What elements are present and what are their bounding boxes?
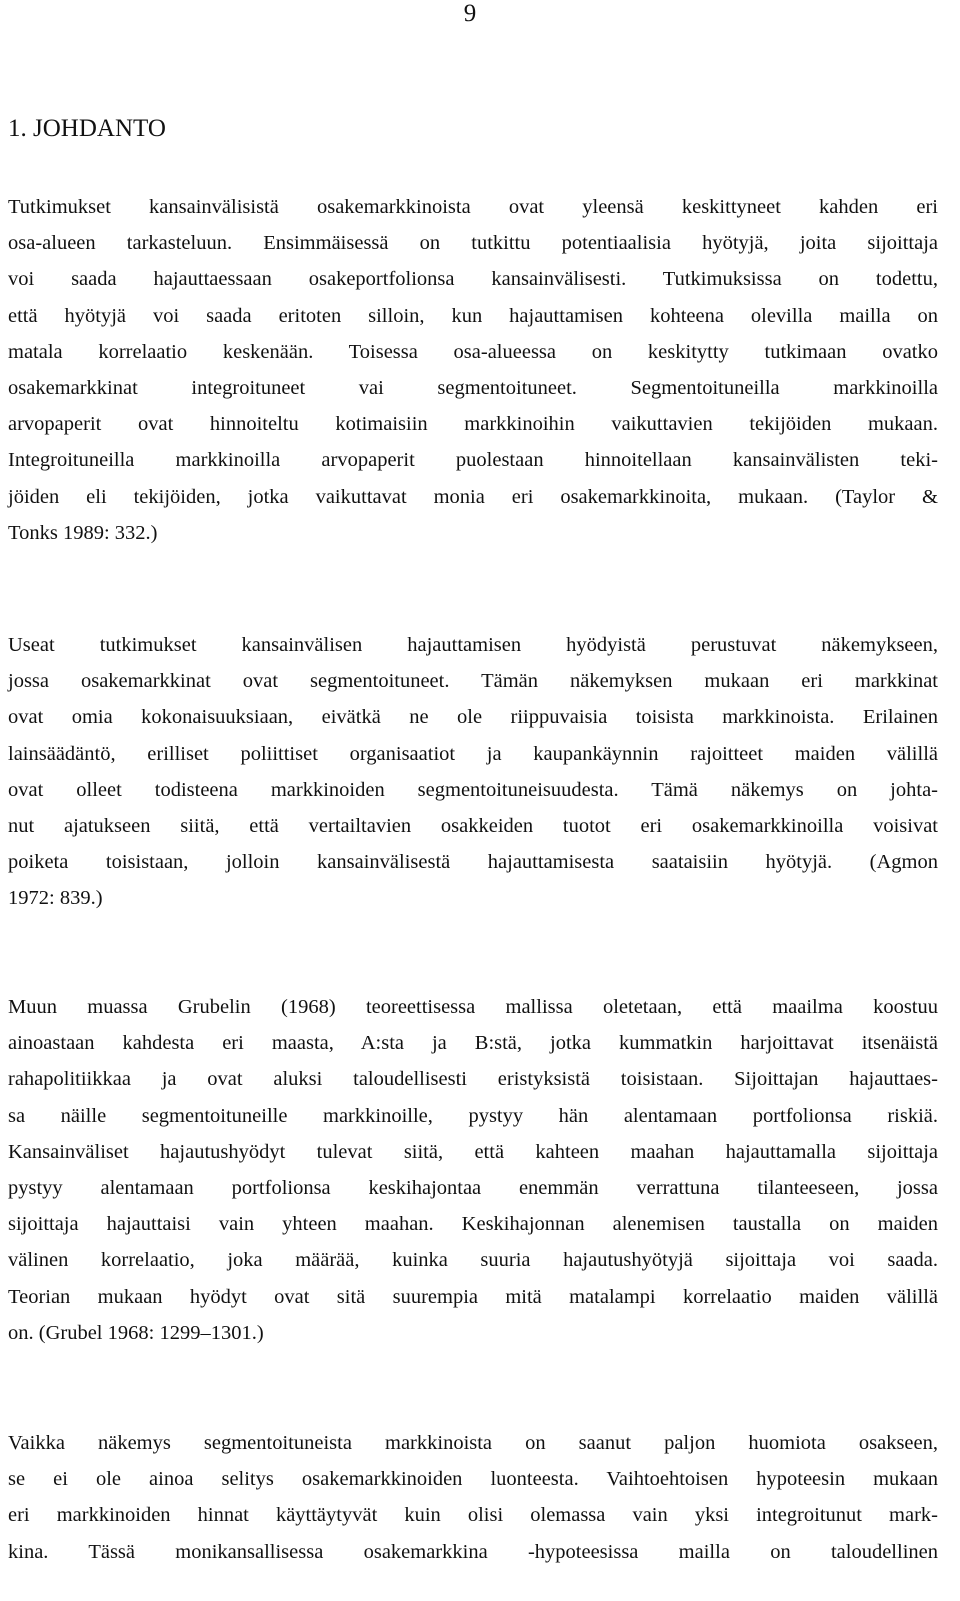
paragraph-1 (8, 189, 938, 551)
text-line: eri markkinoiden hinnat käyttäytyvät kuin olisi olemassa vain yksi integroitunut mark- (8, 1504, 938, 1527)
text-line: kina. Tässä monikansallisessa osakemarkkina -hypoteesissa mailla on taloudellinen (8, 1540, 938, 1563)
text-line: on. (Grubel 1968: 1299–1301.) (8, 1321, 264, 1344)
text-line: nut ajatukseen siitä, että vertailtavien osakkeiden tuotot eri osakemarkkinoilla voisivat (8, 814, 938, 837)
text-line: matala korrelaatio keskenään. Toisessa osa-alueessa on keskitytty tutkimaan ovatko (8, 340, 938, 363)
paragraph-2 (8, 627, 938, 917)
text-line: Muun muassa Grubelin (1968) teoreettisessa mallissa oletetaan, että maailma koostuu (8, 996, 938, 1018)
text-line: rahapolitiikkaa ja ovat aluksi taloudellisesti eristyksistä toisistaan. Sijoittajan hajauttaes- (8, 1068, 938, 1091)
text-line: Tonks 1989: 332.) (8, 521, 158, 544)
text-line: osakemarkkinat integroituneet vai segmentoituneet. Segmentoituneilla markkinoilla (8, 376, 938, 399)
text-line: se ei ole ainoa selitys osakemarkkinoiden luonteesta. Vaihtoehtoisen hypoteesin mukaan (8, 1468, 938, 1491)
text-line: Integroituneilla markkinoilla arvopaperit puolestaan hinnoitellaan kansainvälisten teki- (8, 449, 938, 472)
text-line: Tutkimukset kansainvälisistä osakemarkkinoista ovat yleensä keskittyneet kahden eri (8, 196, 938, 218)
text-line: Useat tutkimukset kansainvälisen hajauttamisen hyödyistä perustuvat näkemykseen, (8, 634, 938, 656)
text-line: arvopaperit ovat hinnoiteltu kotimaisiin markkinoihin vaikuttavien tekijöiden mukaan. (8, 413, 938, 436)
text-line: jöiden eli tekijöiden, jotka vaikuttavat monia eri osakemarkkinoita, mukaan. (Taylor & (8, 485, 938, 508)
text-line: pystyy alentamaan portfolionsa keskihajontaa enemmän verrattuna tilanteeseen, jossa (8, 1176, 938, 1199)
text-line: osa-alueen tarkasteluun. Ensimmäisessä on tutkittu potentiaalisia hyötyjä, joita sijoittaja (8, 232, 938, 255)
paragraph-3 (8, 989, 938, 1351)
text-line: Teorian mukaan hyödyt ovat sitä suurempia mitä matalampi korrelaatio maiden välillä (8, 1285, 938, 1308)
text-line: sijoittaja hajauttaisi vain yhteen maahan. Keskihajonnan alenemisen taustalla on maiden (8, 1213, 938, 1236)
page-number: 9 (463, 0, 477, 27)
text-line: sa näille segmentoituneille markkinoille, pystyy hän alentamaan portfolionsa riskiä. (8, 1104, 938, 1127)
text-line: että hyötyjä voi saada eritoten silloin, kun hajauttamisen kohteena olevilla mailla on (8, 304, 938, 327)
paragraph-4 (8, 1425, 938, 1570)
text-line: välinen korrelaatio, joka määrää, kuinka suuria hajautushyötyjä sijoittaja voi saada. (8, 1249, 938, 1272)
section-heading: 1. JOHDANTO (8, 115, 166, 142)
text-line: 1972: 839.) (8, 887, 103, 910)
text-line: Vaikka näkemys segmentoituneista markkinoista on saanut paljon huomiota osakseen, (8, 1432, 938, 1454)
text-line: lainsäädäntö, erilliset poliittiset organisaatiot ja kaupankäynnin rajoitteet maiden välillä (8, 742, 938, 765)
text-line: Kansainväliset hajautushyödyt tulevat siitä, että kahteen maahan hajauttamalla sijoittaja (8, 1140, 938, 1163)
text-line: ovat omia kokonaisuuksiaan, eivätkä ne ole riippuvaisia toisista markkinoista. Erilainen (8, 706, 938, 729)
text-line: jossa osakemarkkinat ovat segmentoituneet. Tämän näkemyksen mukaan eri markkinat (8, 670, 938, 693)
text-line: poiketa toisistaan, jolloin kansainvälisestä hajauttamisesta saataisiin hyötyjä. (Agmon (8, 851, 938, 874)
text-line: voi saada hajauttaessaan osakeportfolionsa kansainvälisesti. Tutkimuksissa on todettu, (8, 268, 938, 291)
text-line: ovat olleet todisteena markkinoiden segmentoituneisuudesta. Tämä näkemys on johta- (8, 778, 938, 801)
text-line: ainoastaan kahdesta eri maasta, A:sta ja B:stä, jotka kummatkin harjoittavat itsenäistä (8, 1032, 938, 1055)
